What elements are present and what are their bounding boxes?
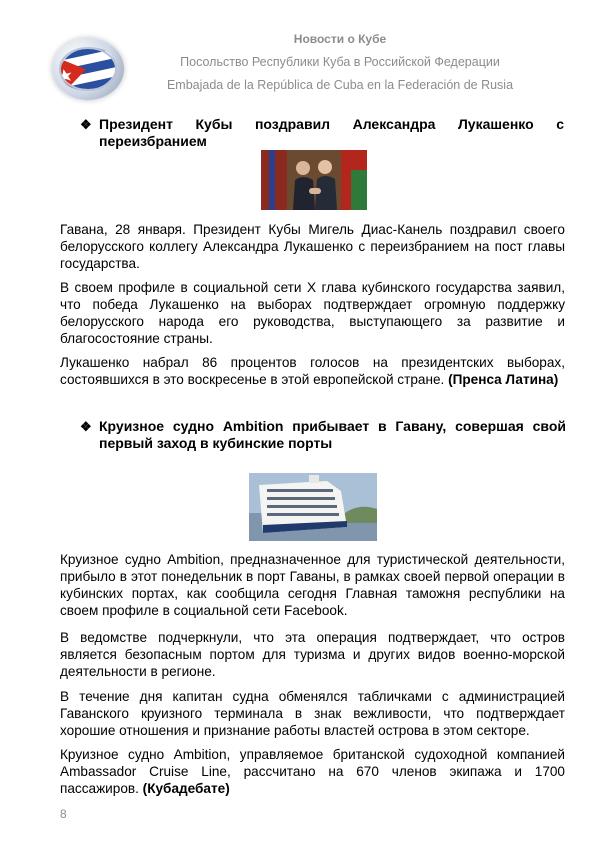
header-embassy-ru: Посольство Республики Куба в Российской Федерации <box>180 55 500 69</box>
article-1-photo <box>261 150 367 210</box>
article-2-headline-text: Круизное судно Ambition прибывает в Гавану, совершая свой первый заход в кубинские порты <box>99 418 566 451</box>
article-1-paragraph-3 <box>60 354 565 388</box>
diamond-bullet-icon: ❖ <box>80 419 92 434</box>
article-2-headline <box>80 418 566 452</box>
header-title: Новости о Кубе <box>293 32 387 46</box>
article-1-headline <box>80 116 564 150</box>
article-2-paragraph-1: Круизное судно Ambition, предназначенное для туристической деятельности, прибыло в этот понедельник в порт Гаваны, в рамках своей первой операции в кубинских портах, как сообщила сегодня Главная таможня республики на своем профиле в социальной сети Facebook. <box>60 552 565 618</box>
article-2-paragraph-4-text: Круизное судно Ambition, управляемое британской судоходной компанией Ambassador Cruise Line, рассчитано на 670 членов экипажа и 1700 пассажиров. <box>60 747 565 796</box>
article-1-paragraph-1: Гавана, 28 января. Президент Кубы Мигель Диас-Канель поздравил своего белорусского коллегу Александра Лукашенко с переизбранием на пост главы государства. <box>60 222 565 271</box>
article-1-source: (Пренса Латина) <box>448 372 559 387</box>
diamond-bullet-icon: ❖ <box>80 117 92 132</box>
article-1-headline-text: Президент Кубы поздравил Александра Лукашенко с переизбранием <box>99 116 564 149</box>
article-2-paragraph-4 <box>60 746 565 797</box>
article-1-paragraph-2: В своем профиле в социальной сети X глава кубинского государства заявил, что победа Лукашенко на выборах подтверждает огромную поддержку белорусского народа его руководства, выступающего за развитие и благосостояние страны. <box>60 280 565 346</box>
page-header <box>0 0 608 110</box>
article-2-paragraph-2: В ведомстве подчеркнули, что эта операция подтверждает, что остров является безопасным портом для туризма и других видов военно-морской деятельности в регионе. <box>60 630 565 679</box>
header-embassy-es: Embajada de la República de Cuba en la Federación de Rusia <box>166 78 514 92</box>
page-number: 8 <box>60 807 67 821</box>
article-2-photo <box>249 473 377 541</box>
article-2-paragraph-3: В течение дня капитан судна обменялся табличками с администрацией Гаванского круизного терминала в знак вежливости, что подтверждает хорошие отношения и признание работы властей острова в этом секторе. <box>60 689 565 738</box>
article-1-paragraph-3-text: Лукашенко набрал 86 процентов голосов на президентских выборах, состоявшихся в это воскресенье в этой европейской стране. <box>60 355 565 387</box>
article-2-source: (Кубадебате) <box>142 781 230 796</box>
